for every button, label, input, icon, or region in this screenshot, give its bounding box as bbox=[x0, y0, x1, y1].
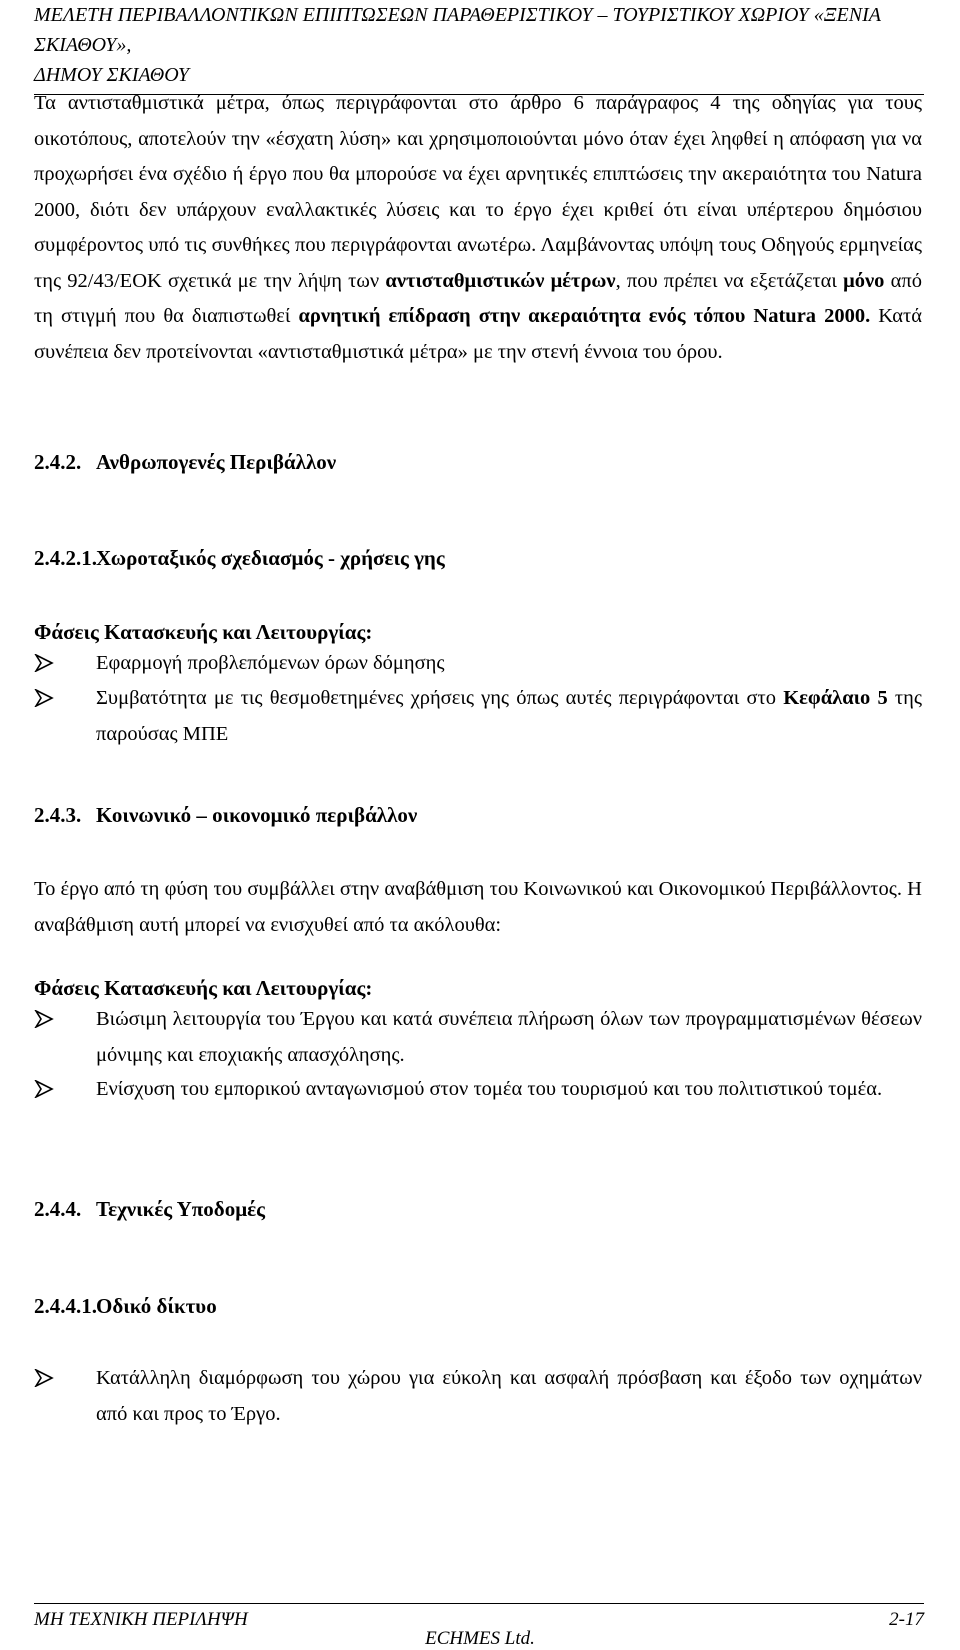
intro-text-2: , που πρέπει να εξετάζεται bbox=[615, 269, 844, 292]
section-heading-2-4-3 bbox=[34, 800, 417, 830]
intro-paragraph bbox=[34, 86, 922, 370]
chapter-reference: Κεφάλαιο 5 bbox=[783, 687, 888, 709]
intro-text-3: από τη στιγμή που θα διαπιστωθεί bbox=[34, 269, 922, 327]
arrow-bullet-icon bbox=[34, 1072, 58, 1098]
arrow-bullet-icon bbox=[34, 646, 58, 672]
footer-divider bbox=[34, 1603, 924, 1604]
arrow-bullet-icon bbox=[34, 681, 58, 707]
header-title-line2: ΔΗΜΟΥ ΣΚΙΑΘΟΥ bbox=[34, 64, 189, 86]
arrow-bullet-icon bbox=[34, 1361, 58, 1387]
phase-label: Φάσεις Κατασκευής και Λειτουργίας: bbox=[34, 620, 373, 644]
list-item-text: Εφαρμογή προβλεπόμενων όρων δόμησης bbox=[96, 652, 445, 674]
section-heading-2-4-4-1 bbox=[34, 1291, 217, 1321]
section-heading-2-4-4 bbox=[34, 1194, 265, 1224]
phase-label: Φάσεις Κατασκευής και Λειτουργίας: bbox=[34, 976, 373, 1000]
section-title: Οδικό δίκτυο bbox=[96, 1294, 217, 1318]
header-title-line1: ΜΕΛΕΤΗ ΠΕΡΙΒΑΛΛΟΝΤΙΚΩΝ ΕΠΙΠΤΩΣΕΩΝ ΠΑΡΑΘΕΡΙΣΤΙΚΟΥ – ΤΟΥΡΙΣΤΙΚΟΥ ΧΩΡΙΟΥ «ΞΕΝΙΑ ΣΚΙΑΘΟΥ», bbox=[34, 4, 881, 56]
list-item bbox=[34, 1072, 922, 1108]
section-number: 2.4.4. bbox=[34, 1197, 82, 1221]
list-item-text: Βιώσιμη λειτουργία του Έργου και κατά συνέπεια πλήρωση όλων των προγραμματισμένων θέσεων μόνιμης και εποχιακής απασχόλησης. bbox=[96, 1008, 922, 1066]
section-heading-2-4-2-1 bbox=[34, 543, 445, 573]
arrow-bullet-icon bbox=[34, 1002, 58, 1028]
list-item bbox=[34, 1002, 922, 1073]
intro-bold-1: αντισταθμιστικών μέτρων bbox=[385, 269, 616, 292]
list-item bbox=[34, 1361, 922, 1432]
section-title: Κοινωνικό – οικονομικό περιβάλλον bbox=[96, 803, 418, 827]
section-title: Ανθρωπογενές Περιβάλλον bbox=[96, 450, 337, 474]
list-item-text-end: της παρούσας ΜΠΕ bbox=[96, 687, 923, 745]
section-number: 2.4.4.1. bbox=[34, 1294, 97, 1318]
list-item-text: Ενίσχυση του εμπορικού ανταγωνισμού στον τομέα του τουρισμού και του πολιτιστικού τομέα. bbox=[96, 1078, 883, 1100]
list-item bbox=[34, 681, 922, 752]
list-item bbox=[34, 646, 922, 682]
section-title: Τεχνικές Υποδομές bbox=[96, 1197, 265, 1221]
list-item-text: Κατάλληλη διαμόρφωση του χώρου για εύκολη και ασφαλή πρόσβαση και έξοδο των οχημάτων από και προς το Έργο. bbox=[96, 1367, 922, 1425]
section-title: Χωροταξικός σχεδιασμός - χρήσεις γης bbox=[96, 546, 445, 570]
section-number: 2.4.2. bbox=[34, 450, 82, 474]
page-number: 2-17 bbox=[889, 1609, 924, 1630]
intro-bold-3: αρνητική επίδραση στην ακεραιότητα ενός τόπου Natura 2000. bbox=[298, 305, 871, 327]
page-header bbox=[34, 0, 924, 95]
footer-company: ECHMES Ltd. bbox=[425, 1628, 535, 1649]
intro-text-1: Τα αντισταθμιστικά μέτρα, όπως περιγράφονται στο άρθρο 6 παράγραφος 4 της οδηγίας για τους οικοτόπους, αποτελούν την «έσχατη λύση» και χρησιμοποιούνται μόνο όταν έχει ληφθεί η απόφαση για να προχωρήσει ένα σχέδιο ή έργο που θα μπορούσε να έχει αρνητικές επιπτώσεις την ακεραιότητα του Natura 2000, διότι δεν υπάρχουν εναλλακτικές λύσεις και το έργο έχει κριθεί ότι είναι υπέρτερου δημόσιου συμφέροντος υπό τις συνθήκες που περιγράφονται ανωτέρω. Λαμβάνοντας υπόψη τους Οδηγούς ερμηνείας της 92/43/ΕΟΚ σχετικά με την λήψη των bbox=[34, 92, 922, 292]
section-heading-2-4-2 bbox=[34, 447, 336, 477]
footer-doc-type: ΜΗ ΤΕΧΝΙΚΗ ΠΕΡΙΛΗΨΗ bbox=[34, 1609, 248, 1630]
socio-paragraph: Το έργο από τη φύση του συμβάλλει στην αναβάθμιση του Κοινωνικού και Οικονομικού Περιβάλλοντος. Η αναβάθμιση αυτή μπορεί να ενισχυθεί από τα ακόλουθα: bbox=[34, 878, 922, 936]
list-item-text: Συμβατότητα με τις θεσμοθετημένες χρήσεις γης όπως αυτές περιγράφονται στο bbox=[96, 687, 784, 709]
section-number: 2.4.2.1. bbox=[34, 546, 97, 570]
intro-text-4: Κατά συνέπεια δεν προτείνονται «αντισταθμιστικά μέτρα» με την στενή έννοια του όρου. bbox=[34, 305, 922, 363]
intro-bold-2: μόνο bbox=[843, 269, 885, 292]
section-number: 2.4.3. bbox=[34, 803, 82, 827]
